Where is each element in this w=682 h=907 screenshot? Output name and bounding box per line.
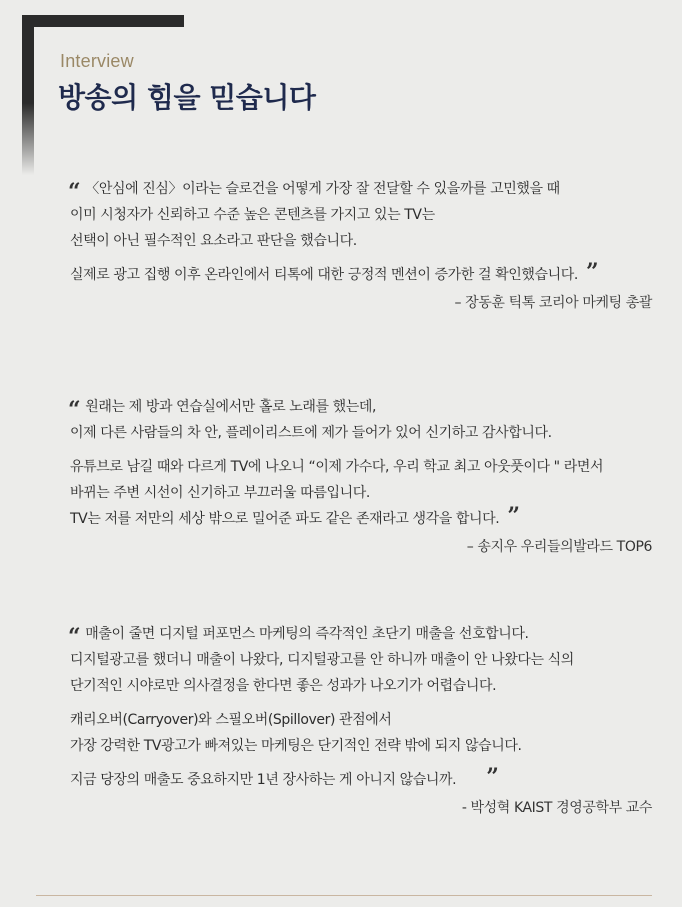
quote-line: 이미 시청자가 신뢰하고 수준 높은 콘텐츠를 가지고 있는 TV는 <box>70 207 435 223</box>
quote-attribution: – 송지우 우리들의발라드 TOP6 <box>466 539 652 555</box>
quote-line: TV는 저를 저만의 세상 밖으로 밀어준 파도 같은 존재라고 생각을 합니다. ” <box>70 503 520 529</box>
quote-line: “ 매출이 줄면 디지털 퍼포먼스 마케팅의 즉각적인 초단기 매출을 선호합니다. <box>68 624 529 650</box>
quote-line: 바뀌는 주변 시선이 신기하고 부끄러울 따름입니다. <box>70 485 370 501</box>
close-quote-icon: ” <box>507 503 520 529</box>
close-quote-icon: ” <box>585 259 599 285</box>
quote-line: 가장 강력한 TV광고가 빠져있는 마케팅은 단기적인 전략 밖에 되지 않습니다. <box>70 738 522 754</box>
quote-line: 디지털광고를 했더니 매출이 나왔다, 디지털광고를 안 하니까 매출이 안 나왔다는 식의 <box>70 652 574 668</box>
quote-attribution: - 박성혁 KAIST 경영공학부 교수 <box>461 800 652 816</box>
bottom-divider <box>36 895 652 896</box>
corner-frame-top <box>22 15 184 27</box>
quote-block-2 <box>70 394 652 556</box>
quote-line: 지금 당장의 매출도 중요하지만 1년 장사하는 게 아니지 않습니까. ” <box>70 764 499 790</box>
quote-attribution: – 장동훈 틱톡 코리아 마케팅 총괄 <box>454 295 652 311</box>
quote-line: 이제 다른 사람들의 차 안, 플레이리스트에 제가 들어가 있어 신기하고 감사합니다. <box>70 425 552 441</box>
quote-block-3 <box>70 621 652 817</box>
quote-line: 캐리오버(Carryover)와 스필오버(Spillover) 관점에서 <box>70 712 392 728</box>
quote-line: 유튜브로 남길 때와 다르게 TV에 나오니 “이제 가수다, 우리 학교 최고 아웃풋이다 " 라면서 <box>70 459 604 475</box>
open-quote-icon: “ <box>68 179 81 205</box>
close-quote-icon: ” <box>486 764 499 790</box>
quote-line: “ 원래는 제 방과 연습실에서만 홀로 노래를 했는데, <box>68 397 377 423</box>
quote-line: 실제로 광고 집행 이후 온라인에서 티톡에 대한 긍정적 멘션이 증가한 걸 확인했습니다. ” <box>70 259 599 285</box>
open-quote-icon: “ <box>68 624 81 650</box>
open-quote-icon: “ <box>68 397 81 423</box>
quote-line: “ 〈안심에 진심〉이라는 슬로건을 어떻게 가장 잘 전달할 수 있을까를 고민했을 때 <box>68 179 560 205</box>
corner-frame-left <box>22 15 34 175</box>
quote-line: 선택이 아닌 필수적인 요소라고 판단을 했습니다. <box>70 233 357 249</box>
quote-line: 단기적인 시야로만 의사결정을 한다면 좋은 성과가 나오기가 어렵습니다. <box>70 678 497 694</box>
quote-block-1 <box>70 176 652 312</box>
section-kicker: Interview <box>60 51 134 71</box>
page-title: 방송의 힘을 믿습니다 <box>58 81 316 114</box>
